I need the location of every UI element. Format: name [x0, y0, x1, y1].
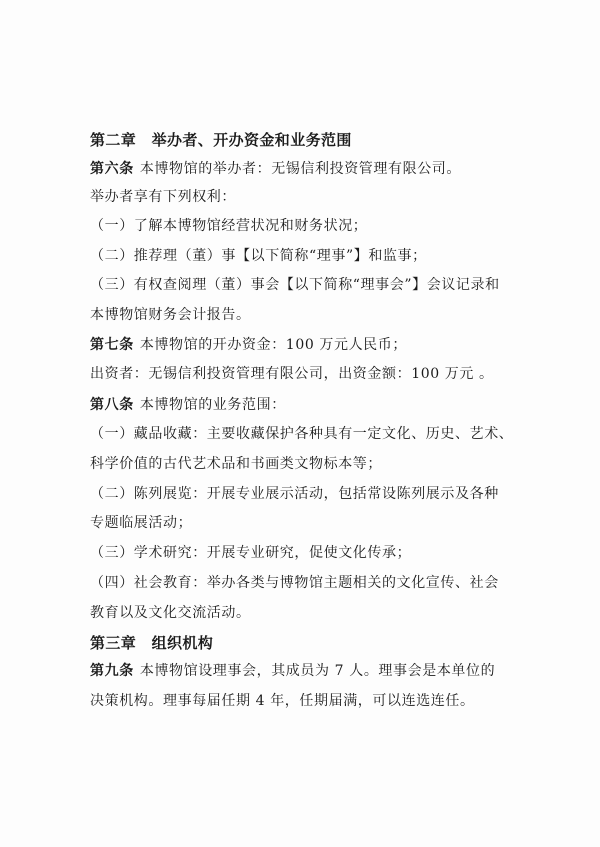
article-9-line-1	[90, 662, 530, 680]
article-6	[90, 160, 530, 178]
article-9-text: 本博物馆设理事会，其成员为 7 人。理事会是本单位的	[139, 663, 496, 679]
scope-2-line-2: 专题临展活动；	[90, 515, 193, 531]
right-3-line-2: 本博物馆财务会计报告。	[90, 307, 251, 323]
chapter-2-heading: 第二章 举办者、开办资金和业务范围	[90, 131, 352, 149]
right-3-line-1: （三）有权查阅理（董）事会【以下简称“理事会”】会议记录和	[90, 277, 500, 293]
funder-line: 出资者：无锡信利投资管理有限公司，出资金额：100 万元 。	[90, 366, 494, 382]
article-6-text: 本博物馆的举办者：无锡信利投资管理有限公司。	[139, 161, 462, 177]
scope-1-line-1: （一）藏品收藏：主要收藏保护各种具有一定文化、历史、艺术、	[90, 426, 514, 442]
right-1: （一）了解本博物馆经营状况和财务状况；	[90, 218, 368, 234]
article-7-text: 本博物馆的开办资金：100 万元人民币；	[139, 337, 407, 353]
article-9-line-2: 决策机构。理事每届任期 4 年，任期届满，可以连选连任。	[90, 693, 475, 709]
chapter-3-heading: 第三章 组织机构	[90, 634, 214, 652]
article-7	[90, 336, 530, 354]
article-8-label: 第八条	[90, 397, 134, 413]
article-6-label: 第六条	[90, 161, 134, 177]
scope-1-line-2: 科学价值的古代艺术品和书画类文物标本等；	[90, 456, 382, 472]
article-7-label: 第七条	[90, 337, 134, 353]
scope-2-line-1: （二）陈列展览：开展专业展示活动，包括常设陈列展示及各种	[90, 486, 499, 502]
article-9-label: 第九条	[90, 663, 134, 679]
scope-4-line-2: 教育以及文化交流活动。	[90, 605, 251, 621]
rights-intro: 举办者享有下列权利：	[90, 189, 236, 205]
article-8	[90, 396, 530, 414]
article-8-text: 本博物馆的业务范围：	[139, 397, 286, 413]
scope-4-line-1: （四）社会教育：举办各类与博物馆主题相关的文化宣传、社会	[90, 575, 499, 591]
scope-3: （三）学术研究：开展专业研究，促使文化传承；	[90, 545, 412, 561]
right-2: （二）推荐理（董）事【以下简称“理事”】和监事；	[90, 248, 427, 264]
